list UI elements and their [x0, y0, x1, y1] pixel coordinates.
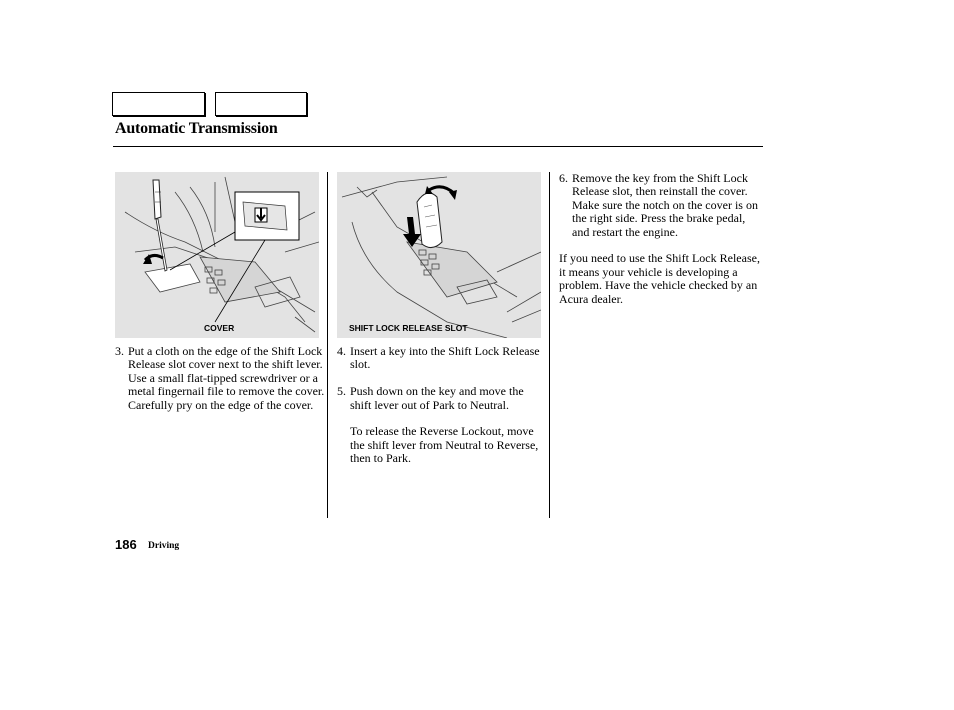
shift-lock-warning-note: If you need to use the Shift Lock Release, it means your vehicle is developing a problem. Have the vehicle checked by an Acura dealer.	[559, 251, 760, 306]
step-6-number: 6.	[559, 171, 568, 185]
step-3-number: 3.	[115, 344, 124, 358]
step-4	[337, 345, 542, 372]
shift-lever-drawing	[337, 172, 541, 338]
step-5-number: 5.	[337, 384, 346, 399]
step-5	[337, 385, 542, 412]
step-6	[559, 172, 764, 239]
page-title: Automatic Transmission	[115, 120, 278, 137]
steps-4-5-block	[337, 345, 542, 466]
reverse-lockout-note	[337, 425, 542, 465]
cover-removal-illustration	[115, 172, 319, 338]
column-divider-1	[327, 172, 328, 518]
main-menu-button-2[interactable]	[215, 92, 307, 116]
shift-lock-release-illustration	[337, 172, 541, 338]
shift-lock-release-slot-caption: SHIFT LOCK RELEASE SLOT	[349, 323, 468, 333]
main-menu-button[interactable]	[112, 92, 205, 116]
step-3	[115, 345, 325, 412]
title-divider	[113, 146, 763, 147]
step-3-block	[115, 345, 325, 412]
column-divider-2	[549, 172, 550, 518]
step-6-block	[559, 172, 764, 306]
reverse-lockout-note-text: To release the Reverse Lockout, move the shift lever from Neutral to Reverse, then to Park.	[350, 424, 539, 466]
step-5-text: Push down on the key and move the shift lever out of Park to Neutral.	[350, 384, 524, 412]
section-name: Driving	[148, 541, 180, 551]
step-3-text: Put a cloth on the edge of the Shift Lock Release slot cover next to the shift lever. Use a small flat-tipped screwdriver or a metal fingernail file to remove the cover. Carefully pry on the edge of the cover.	[128, 344, 325, 412]
page-number: 186	[115, 537, 137, 552]
step-6-text: Remove the key from the Shift Lock Release slot, then reinstall the cover. Make sure the notch on the cover is on the right side. Press the brake pedal, and restart the engine.	[572, 171, 758, 239]
step-4-text: Insert a key into the Shift Lock Release slot.	[350, 344, 540, 372]
step-4-number: 4.	[337, 344, 346, 358]
console-drawing	[115, 172, 319, 338]
cover-caption: COVER	[204, 323, 235, 333]
